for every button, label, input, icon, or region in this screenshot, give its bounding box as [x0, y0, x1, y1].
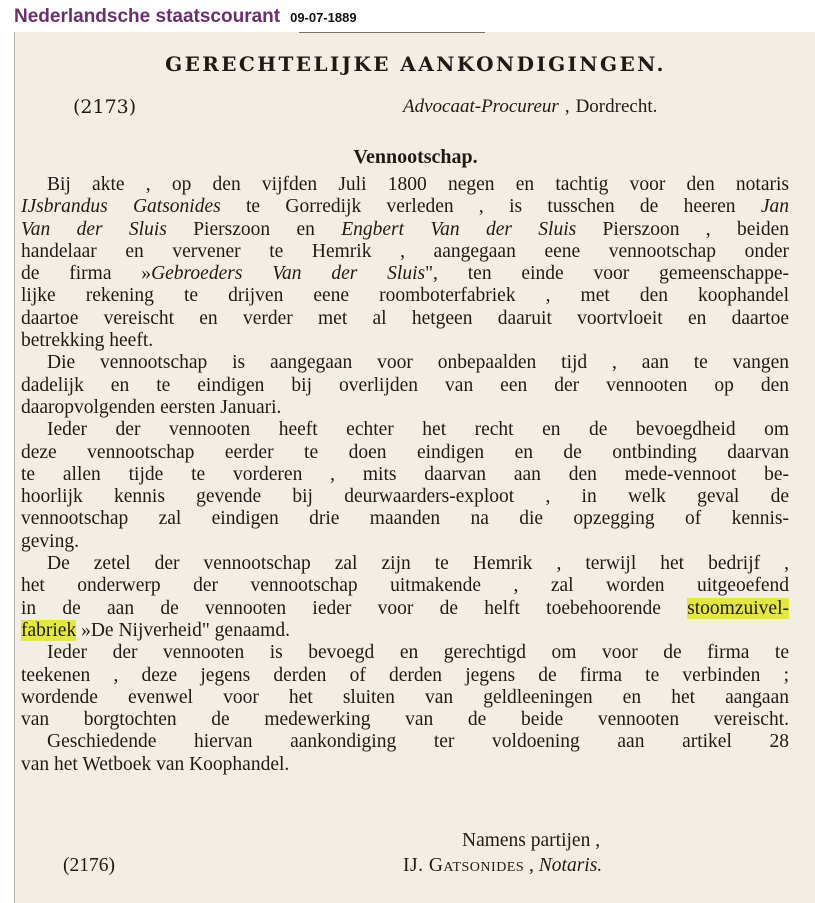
signature-line: Namens partijen , [462, 830, 601, 851]
text-line: teekenen , deze jegens derden of derden jegens de firma te verbinden ; [21, 664, 789, 686]
text-line: te allen tijde te vorderen , mits daarvan aan den mede-vennoot be- [21, 463, 789, 485]
newspaper-title: Nederlandsche staatscourant [14, 6, 281, 27]
text-line: Ieder der vennooten is bevoegd en gerechtigd om voor de firma te [47, 642, 789, 664]
text-line: de firma »Gebroeders Van der Sluis", ten einde voor gemeenschappe- [21, 263, 790, 285]
text-line: De zetel der vennootschap zal zijn te Hemrik , terwijl het bedrijf , [47, 553, 789, 575]
text-line: van het Wetboek van Koophandel. [21, 753, 290, 775]
search-highlight: fabriek [21, 619, 77, 641]
section-title: GERECHTELIJKE AANKONDIGINGEN. [165, 52, 666, 76]
text-line: het onderwerp der vennootschap uitmakende , zal worden uitgeoefend [21, 575, 789, 597]
notice-place: Dordrecht. [575, 96, 658, 117]
text-line: Bij akte , op den vijfden Juli 1800 negen en tachtig voor den notaris [47, 174, 789, 195]
signer [403, 855, 602, 877]
search-highlight: stoomzuivel- [687, 597, 789, 619]
text-line: hoorlijk kennis gevende bij deurwaarders-exploot , in welk geval de [21, 486, 789, 508]
text-line: geving. [21, 530, 79, 552]
notice-subtitle: Vennootschap. [353, 146, 478, 168]
text-line: fabriek »De Nijverheid" genaamd. [21, 619, 290, 641]
notice-byline [403, 96, 657, 122]
text-line: Ieder der vennooten heeft echter het recht en de bevoegdheid om [47, 419, 789, 441]
notice-role: Advocaat-Procureur [403, 96, 559, 117]
text-line: Die vennootschap is aangegaan voor onbepaalden tijd , aan te vangen [47, 352, 789, 374]
next-notice-number: (2176) [63, 855, 115, 876]
text-line: daartoe vereischt en verder met al hetgeen daaruit voortvloeit en daartoe [21, 307, 789, 329]
text-line: lijke rekening te drijven eene roomboterfabriek , met den koophandel [21, 285, 789, 307]
text-line: Geschiedende hiervan aankondiging ter voldoening aan artikel 28 [47, 731, 789, 753]
signer-role: Notaris. [538, 855, 603, 876]
text-line: IJsbrandus Gatsonides te Gorredijk verleden , is tusschen de heeren Jan [21, 196, 789, 218]
page-header [14, 6, 357, 34]
newspaper-clipping [14, 32, 815, 903]
text-line: vennootschap zal eindigen drie maanden na die opzegging of kennis- [21, 508, 789, 530]
text-line: Van der Sluis Pierszoon en Engbert Van der Sluis Pierszoon , beiden [21, 218, 789, 240]
text-line: daaropvolgenden eersten Januari. [21, 396, 282, 418]
top-divider [299, 32, 485, 33]
signer-separator: , [524, 855, 539, 876]
notice-comma: , [564, 96, 570, 117]
text-line: handelaar en vervener te Hemrik , aangegaan eene vennootschap onder [21, 240, 789, 262]
text-line: wordende evenwel voor het sluiten van geldleeningen en het aangaan [21, 686, 789, 708]
notice-number: (2173) [73, 96, 137, 118]
text-line: betrekking heeft. [21, 330, 154, 352]
publication-date: 09-07-1889 [290, 10, 357, 25]
text-line: dadelijk en te eindigen bij overlijden van een der vennooten op den [21, 374, 789, 396]
text-line: deze vennootschap eerder te doen eindigen en de ontbinding daarvan [21, 441, 789, 463]
text-line: in de aan de vennooten ieder voor de helft toebehoorende stoomzuivel- [21, 597, 789, 619]
text-line: van borgtochten de medewerking van de beide vennooten vereischt. [21, 709, 789, 731]
notice-body [21, 174, 789, 776]
signer-name: IJ. Gatsonides [403, 855, 525, 876]
